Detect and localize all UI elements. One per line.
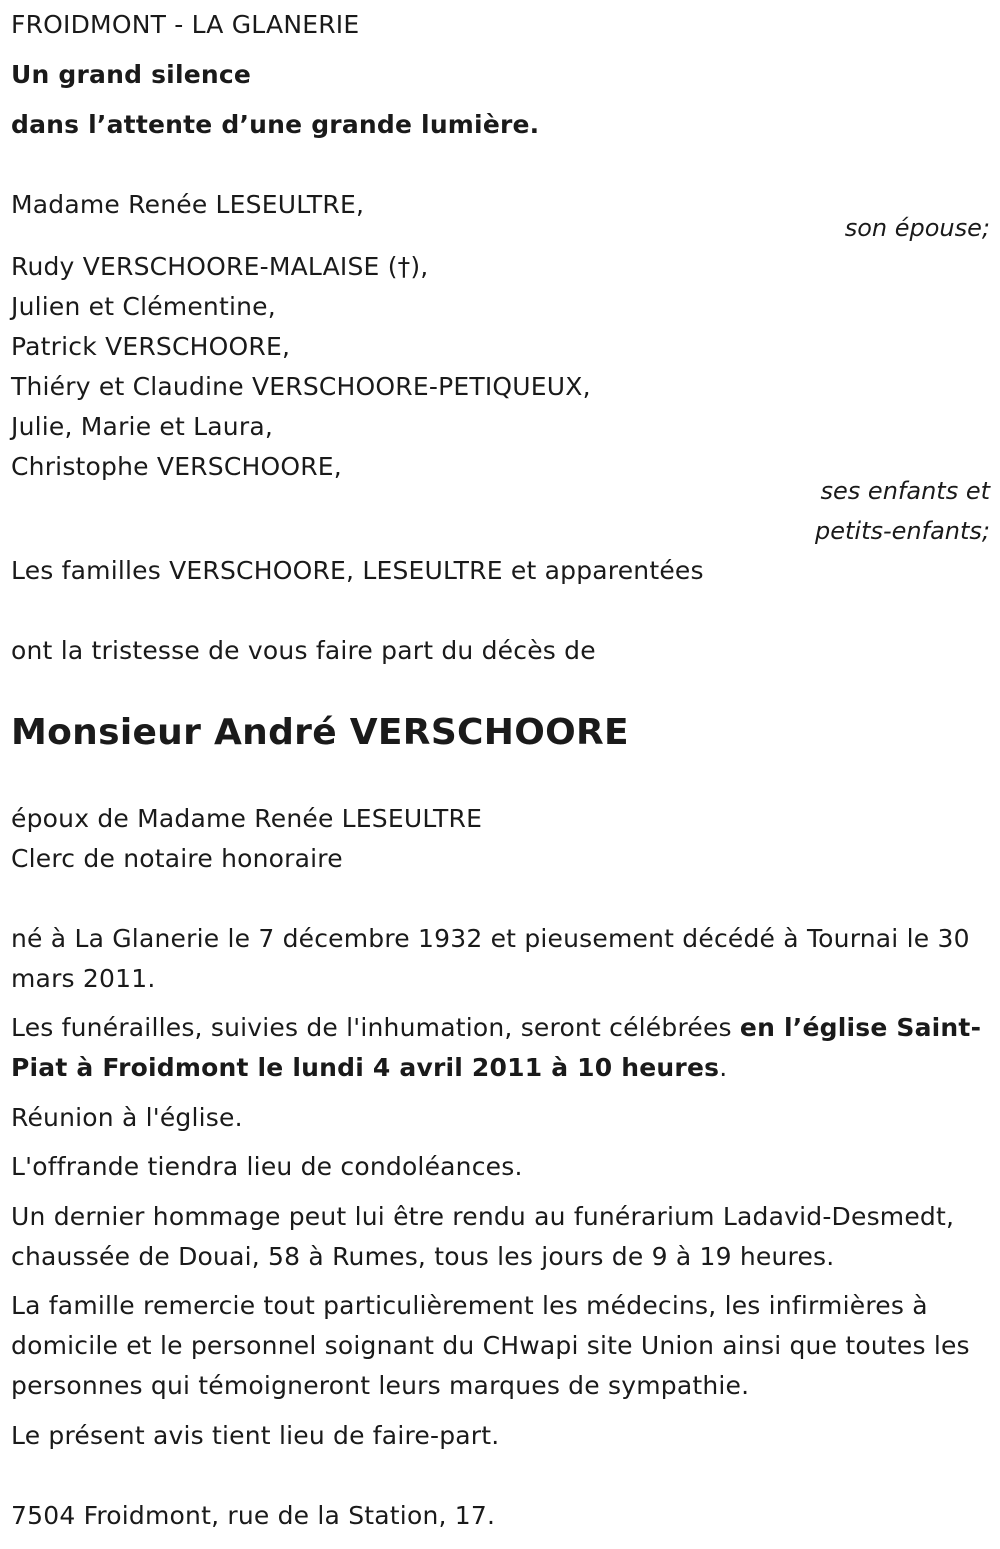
offering-paragraph: L'offrande tiendra lieu de condoléances. bbox=[11, 1152, 523, 1181]
tribute-paragraph: Un dernier hommage peut lui être rendu au funérarium Ladavid-Desmedt, chaussée de Douai, 58 à Rumes, tous les jours de 9 à 19 heures. bbox=[11, 1202, 955, 1271]
child-3: Patrick VERSCHOORE, bbox=[11, 332, 291, 361]
children-role-line-2: petits-enfants; bbox=[815, 517, 990, 545]
funeral-place-date: en l’église Saint-Piat à Froidmont le lundi 4 avril 2011 à 10 heures bbox=[11, 1013, 982, 1082]
funeral-intro: Les funérailles, suivies de l'inhumation, seront célébrées bbox=[11, 1013, 740, 1042]
announcement-line: ont la tristesse de vous faire part du décès de bbox=[11, 636, 596, 665]
child-1: Rudy VERSCHOORE-MALAISE (†), bbox=[11, 252, 429, 281]
child-6: Christophe VERSCHOORE, bbox=[11, 452, 342, 481]
families-line: Les familles VERSCHOORE, LESEULTRE et apparentées bbox=[11, 556, 704, 585]
deceased-name: Monsieur André VERSCHOORE bbox=[11, 712, 629, 753]
quote-line-2: dans l’attente d’une grande lumière. bbox=[11, 110, 540, 139]
children-role-line-1: ses enfants et bbox=[820, 477, 990, 505]
location-header: FROIDMONT - LA GLANERIE bbox=[11, 10, 360, 39]
funeral-end: . bbox=[719, 1053, 728, 1082]
funeral-paragraph bbox=[11, 1008, 996, 1088]
notice-paragraph: Le présent avis tient lieu de faire-part. bbox=[11, 1421, 500, 1450]
spouse-name: Madame Renée LESEULTRE, bbox=[11, 190, 365, 219]
child-4: Thiéry et Claudine VERSCHOORE-PETIQUEUX, bbox=[11, 372, 591, 401]
address-line: 7504 Froidmont, rue de la Station, 17. bbox=[11, 1501, 496, 1530]
spouse-role: son épouse; bbox=[844, 214, 990, 242]
deceased-spouse-of: époux de Madame Renée LESEULTRE bbox=[11, 804, 483, 833]
meeting-paragraph: Réunion à l'église. bbox=[11, 1103, 243, 1132]
child-5: Julie, Marie et Laura, bbox=[11, 412, 273, 441]
quote-line-1: Un grand silence bbox=[11, 60, 252, 89]
thanks-paragraph: La famille remercie tout particulièrement les médecins, les infirmières à domicile et le personnel soignant du CHwapi site Union ainsi que toutes les personnes qui témoigneront leurs marques de sympathie. bbox=[11, 1291, 970, 1400]
deceased-profession: Clerc de notaire honoraire bbox=[11, 844, 343, 873]
birth-death-paragraph: né à La Glanerie le 7 décembre 1932 et pieusement décédé à Tournai le 30 mars 2011. bbox=[11, 924, 970, 993]
child-2: Julien et Clémentine, bbox=[11, 292, 276, 321]
